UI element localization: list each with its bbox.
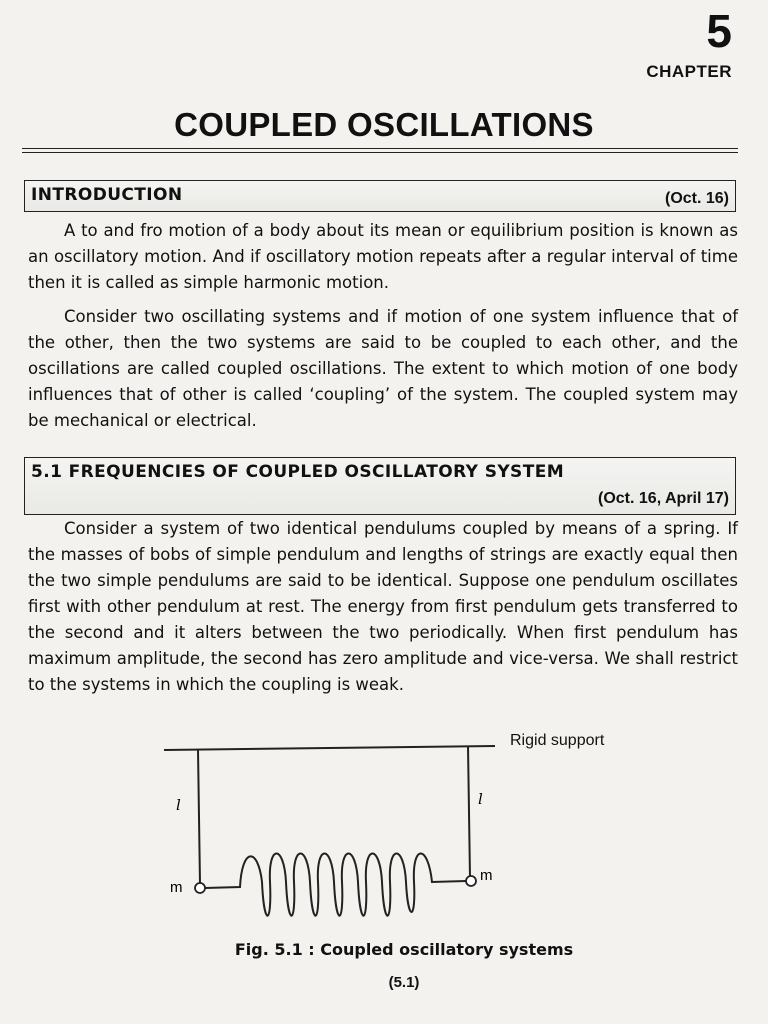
introduction-heading-box (24, 180, 736, 212)
introduction-heading: INTRODUCTION (31, 185, 183, 205)
right-mass-label: m (480, 867, 493, 884)
rigid-support-line (164, 746, 495, 750)
right-bob (466, 876, 476, 886)
coupled-pendulum-figure (150, 732, 650, 932)
section-5-1-date: (Oct. 16, April 17) (598, 490, 729, 507)
intro-paragraph-1: A to and fro motion of a body about its mean or equilibrium position is known as an oscillatory motion. And if oscillatory motion repeats after a regular interval of time then it is called as simple harmonic motion. (28, 221, 738, 292)
figure-caption: Fig. 5.1 : Coupled oscillatory systems (234, 940, 574, 959)
left-length-label: l (176, 796, 181, 814)
section-5-1-heading-box (24, 457, 736, 515)
right-length-label: l (478, 790, 483, 808)
rigid-support-label: Rigid support (510, 732, 605, 749)
right-string (468, 746, 470, 878)
section-5-1-paragraph: Consider a system of two identical pendulums coupled by means of a spring. If the masses of bobs of simple pendulum and lengths of strings are exactly equal then the two simple pendulums are said to be identical. Suppose one pendulum oscillates first with other pendulum at rest. The energy from first pendulum gets transferred to the second and it alters between the two periodically. When first pendulum has maximum amplitude, the second has zero amplitude and vice-versa. We shall restrict to the systems in which the coupling is weak. (28, 519, 738, 694)
chapter-label: CHAPTER (646, 62, 732, 81)
introduction-date: (Oct. 16) (664, 190, 729, 207)
left-bob (195, 883, 205, 893)
left-mass-label: m (170, 879, 183, 896)
title-underline-top (22, 148, 738, 149)
chapter-title: COUPLED OSCILLATIONS (174, 106, 594, 143)
left-string (198, 750, 200, 884)
chapter-number: 5 (706, 5, 732, 57)
coupling-spring (205, 854, 466, 916)
intro-paragraph-2: Consider two oscillating systems and if motion of one system influence that of the other, then the two systems are said to be coupled to each other, and the oscillations are called coupled oscillations. The extent to which motion of one body influences that of other is called ‘coupling’ of the system. The coupled system may be mechanical or electrical. (28, 307, 738, 430)
section-5-1-heading: 5.1 FREQUENCIES OF COUPLED OSCILLATORY SYSTEM (31, 462, 565, 482)
title-underline-bottom (22, 152, 738, 153)
page-number: (5.1) (388, 974, 420, 991)
